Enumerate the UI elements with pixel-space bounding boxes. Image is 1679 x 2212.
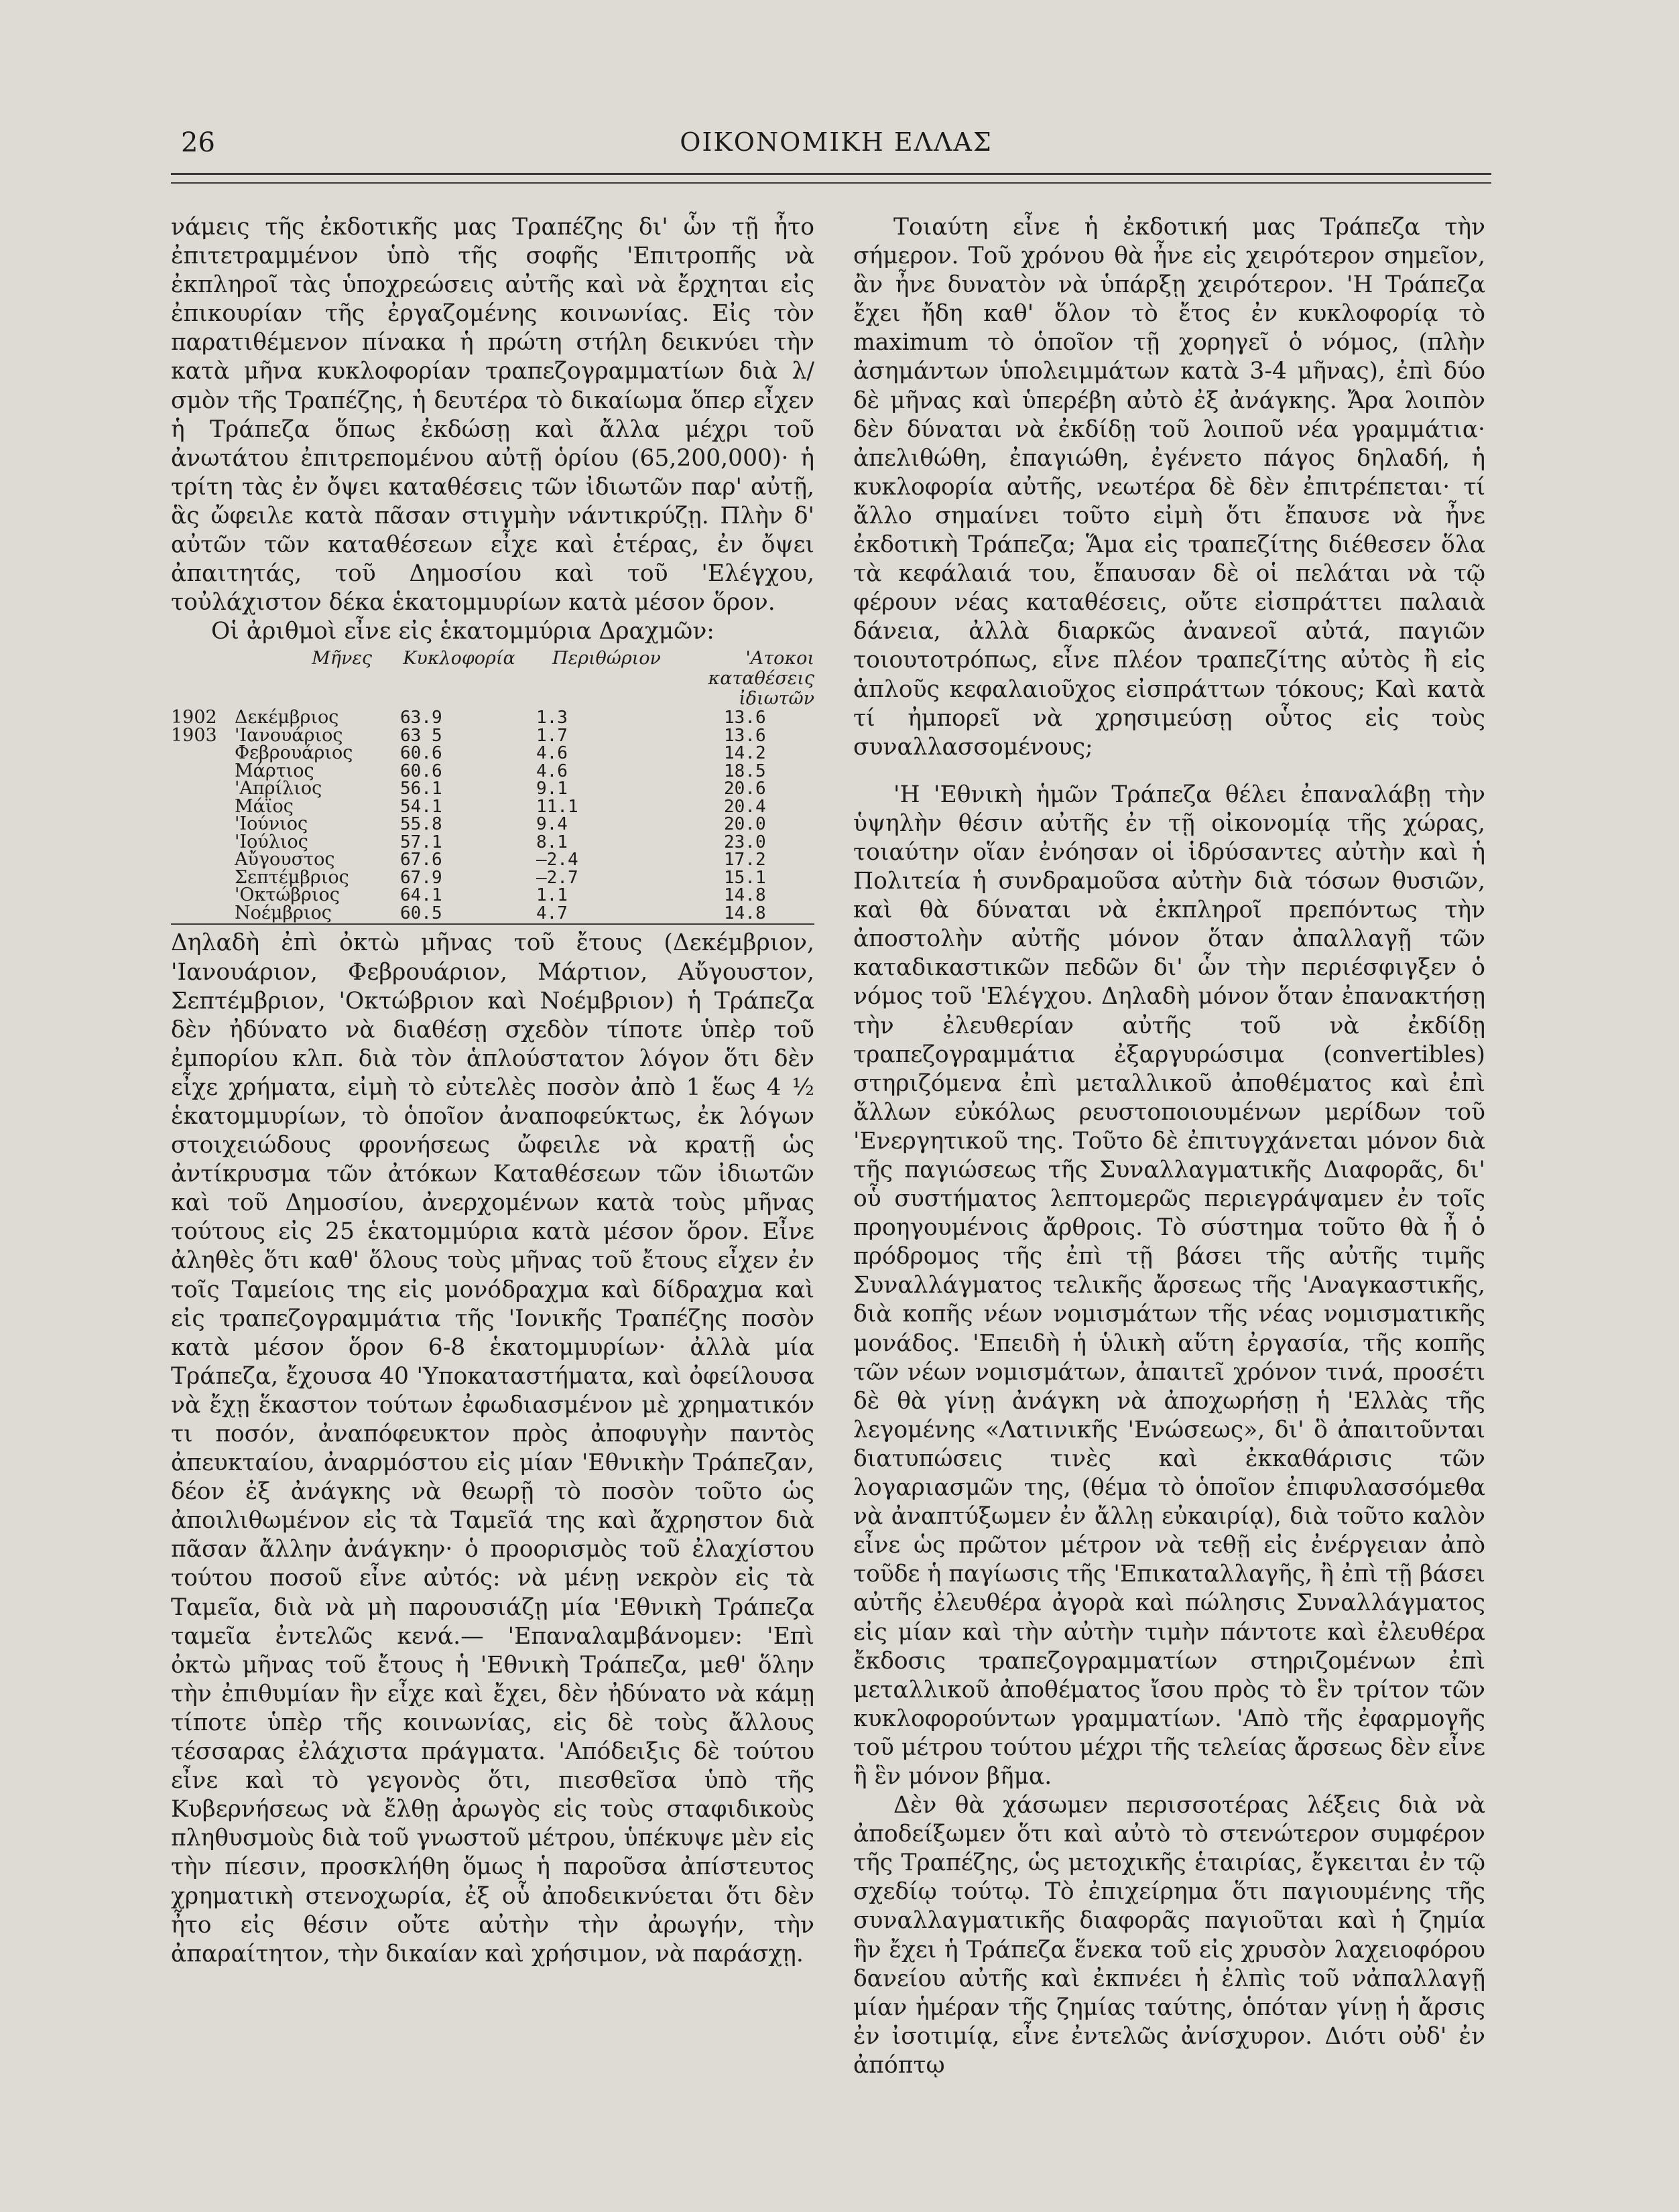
page-header	[181, 127, 1491, 168]
year-cell	[171, 798, 235, 816]
left-column	[171, 213, 814, 1969]
right-paragraph-2: 'Η 'Εθνικὴ ἡμῶν Τράπεζα θέλει ἐπαναλάβῃ τὴν ὑψηλὴν θέσιν αὐτῆς ἐν τῇ οἰκονομίᾳ τῆς χώρας, τοιαύτην οἵαν ἐνόησαν οἱ ἱδρύσαντες αὐτὴν καὶ ἡ Πολιτεία ἡ συνδραμοῦσα αὐτὴν διὰ τόσων θυσιῶν, καὶ θὰ δύναται νὰ ἐκπληροῖ πρεπόντως τὴν ἀποστολὴν αὐτῆς μόνον ὅταν ἀπαλλαγῇ τῶν καταδικαστικῶν πεδῶν δι' ὧν τὴν περιέσφιγξεν ὁ νόμος τοῦ 'Ελέγχου. Δηλαδὴ μόνον ὅταν ἐπανακτήσῃ τὴν ἐλευθερίαν αὐτῆς τοῦ νὰ ἐκδίδῃ τραπεζογραμμάτια ἐξαργυρώσιμα (convertibles) στηριζόμενα ἐπὶ μεταλλικοῦ ἀποθέματος καὶ ἐπὶ ἄλλων εὐκόλως ρευστοποιουμένων μερίδων τοῦ 'Ενεργητικοῦ της. Τοῦτο δὲ ἐπιτυγχάνεται μόνον διὰ τῆς παγιώσεως τῆς Συναλλαγματικῆς Διαφορᾶς, δι' οὗ συστήματος λεπτομερῶς περιεγράψαμεν ἐν τοῖς προηγουμένοις ἄρθροις. Τὸ σύστημα τοῦτο θὰ ἦ ὁ πρόδρομος τῆς ἐπὶ τῇ βάσει τῆς αὐτῆς τιμῆς Συναλλάγματος τελικῆς ἄρσεως τῆς 'Αναγκαστικῆς, διὰ κοπῆς νέων νομισμάτων τῆς νέας νομισματικῆς μονάδος. 'Επειδὴ ἡ ὑλικὴ αὕτη ἐργασία, τῆς κοπῆς τῶν νέων νομισμάτων, ἀπαιτεῖ χρόνον τινά, προσέτι δὲ θὰ γίνῃ ἀνάγκη νὰ ἀποχωρήσῃ ἡ 'Ελλὰς τῆς λεγομένης «Λατινικῆς 'Ενώσεως», δι' ὃ ἀπαιτοῦνται διατυπώσεις τινὲς καὶ ἐκκαθάρισις τῶν λογαριασμῶν της, (θέμα τὸ ὁποῖον ἐπιφυλασσόμεθα νὰ ἀναπτύξωμεν ἐν ἄλλῃ εὐκαιρίᾳ), διὰ τοῦτο καλὸν εἶνε ὡς πρῶτον μέτρον νὰ τεθῇ εἰς ἐνέργειαν ἀπὸ τοῦδε ἡ παγίωσις τῆς 'Επικαταλλαγῆς, ἢ ἐπὶ τῇ βάσει αὐτῆς ἐλευθέρα ἀγορὰ καὶ πώλησις Συναλλάγματος εἰς μίαν καὶ τὴν αὐτὴν τιμὴν πάντοτε καὶ ἐλευθέρα ἔκδοσις τραπεζογραμματίων στηριζομένων ἐπὶ μεταλλικοῦ ἀποθέματος ἴσου πρὸς τὸ ἓν τρίτον τῶν κυκλοφορούντων γραμματίων. 'Απὸ τῆς ἐφαρμογῆς τοῦ μέτρου τούτου μέχρι τῆς τελείας ἄρσεως δὲν εἶνε ἢ ἓν μόνον βῆμα.	[853, 781, 1485, 1790]
circulation-cell: 60.6	[400, 761, 442, 781]
margin-cell: —2.4	[536, 850, 578, 870]
deposits-cell: 15.1	[724, 867, 766, 888]
year-cell: 1903	[171, 724, 217, 746]
margin-cell: 11.1	[536, 796, 578, 817]
margin-cell: 4.6	[536, 761, 568, 781]
table-row	[171, 780, 814, 798]
circulation-cell: 54.1	[400, 796, 442, 817]
deposits-cell: 14.2	[724, 743, 766, 764]
month-cell: Αὔγουστος	[235, 849, 335, 870]
year-cell	[171, 905, 235, 923]
header-margin: Περιθώριον	[552, 648, 661, 669]
year-cell	[171, 887, 235, 905]
table-row	[171, 902, 814, 923]
month-cell: Φεβρουάριος	[235, 742, 353, 764]
circulation-cell: 63.9	[400, 708, 442, 728]
running-title: ΟΙΚΟΝΟΜΙΚΗ ΕΛΛΑΣ	[680, 127, 993, 157]
header-rule-thin	[171, 182, 1491, 184]
year-cell	[171, 780, 235, 798]
circulation-cell: 55.8	[400, 814, 442, 835]
month-cell: 'Απρίλιος	[235, 778, 322, 799]
table-row	[171, 744, 814, 763]
circulation-cell: 67.9	[400, 867, 442, 888]
month-cell: Σεπτέμβριος	[235, 866, 349, 888]
year-cell	[171, 851, 235, 869]
deposits-cell: 13.6	[724, 708, 766, 728]
month-cell: Δεκέμβριος	[235, 707, 339, 728]
circulation-cell: 60.5	[400, 903, 442, 923]
margin-cell: 9.1	[536, 779, 568, 799]
year-cell	[171, 763, 235, 781]
circulation-cell: 60.6	[400, 743, 442, 764]
margin-cell: 1.1	[536, 885, 568, 906]
deposits-cell: 20.4	[724, 796, 766, 817]
deposits-cell: 20.6	[724, 779, 766, 799]
year-cell	[171, 869, 235, 887]
month-cell: 'Ιούνιος	[235, 814, 308, 835]
margin-cell: 4.6	[536, 743, 568, 764]
deposits-cell: 23.0	[724, 832, 766, 852]
margin-cell: 1.7	[536, 725, 568, 746]
margin-cell: 8.1	[536, 832, 568, 852]
table-row	[171, 887, 814, 905]
deposits-cell: 20.0	[724, 814, 766, 835]
deposits-cell: 14.8	[724, 885, 766, 906]
month-cell: 'Οκτώβριος	[235, 885, 340, 906]
circulation-cell: 64.1	[400, 885, 442, 906]
right-paragraph-1: Τοιαύτη εἶνε ἡ ἐκδοτική μας Τράπεζα τὴν σήμερον. Τοῦ χρόνου θὰ ἦνε εἰς χειρότερον σημεῖον, ἂν ἦνε δυνατὸν νὰ ὑπάρξῃ χειρότερον. 'Η Τράπεζα ἔχει ἤδη καθ' ὅλον τὸ ἔτος ἐν κυκλοφορίᾳ τὸ maximum τὸ ὁποῖον τῇ χορηγεῖ ὁ νόμος, (πλὴν ἀσημάντων ὑπολειμμάτων κατὰ 3-4 μῆνας), ἐπὶ δύο δὲ μῆνας καὶ ὑπερέβη αὐτὸ ἐξ ἀνάγκης. Ἄρα λοιπὸν δὲν δύναται νὰ ἐκδίδῃ τοῦ λοιποῦ νέα γραμμάτια· ἀπελιθώθη, ἐπαγιώθη, ἐγένετο πάγος δηλαδή, ἡ κυκλοφορία αὐτῆς, νεωτέρα δὲ δὲν ἐπιτρέπεται· τί ἄλλο σημαίνει τοῦτο εἰμὴ ὅτι ἔπαυσε νὰ ἦνε ἐκδοτικὴ Τράπεζα; Ἅμα εἰς τραπεζίτης διέθεσεν ὅλα τὰ κεφάλαιά του, ἔπαυσαν δὲ οἱ πελάται νὰ τῷ φέρουν νέας καταθέσεις, οὔτε εἰσπράττει παλαιὰ δάνεια, ἀλλὰ διαρκῶς ἀνανεοῖ αὐτά, παγιῶν τοιουτοτρόπως, εἶνε πλέον τραπεζίτης αὐτὸς ἢ εἰς ἁπλοῦς κεφαλαιοῦχος εἰσπράττων τόκους; Καὶ κατὰ τί ἠμπορεῖ νὰ χρησιμεύσῃ οὗτος εἰς τοὺς συναλλασσομένους;	[853, 214, 1485, 761]
table-row	[171, 709, 814, 727]
table-row	[171, 816, 814, 834]
header-rule	[171, 173, 1491, 175]
right-column	[853, 213, 1485, 2080]
header-circulation: Κυκλοφορία	[403, 648, 515, 669]
circulation-cell: 56.1	[400, 779, 442, 799]
header-months: Μῆνες	[312, 648, 372, 669]
left-paragraph-2: Οἱ ἀριθμοὶ εἶνε εἰς ἑκατομμύρια Δραχμῶν:	[211, 618, 714, 645]
year-cell	[171, 816, 235, 834]
circulation-cell: 67.6	[400, 850, 442, 870]
right-paragraph-3: Δὲν θὰ χάσωμεν περισσοτέρας λέξεις διὰ νὰ ἀποδείξωμεν ὅτι καὶ αὐτὸ τὸ στενώτερον συμφέρον τῆς Τραπέζης, ὡς μετοχικῆς ἑταιρίας, ἔγκειται ἐν τῷ σχεδίῳ τούτῳ. Τὸ ἐπιχείρημα ὅτι παγιουμένης τῆς συναλλαγματικῆς διαφορᾶς παγιοῦται καὶ ἡ ζημία ἣν ἔχει ἡ Τράπεζα ἕνεκα τοῦ εἰς χρυσὸν λαχειοφόρου δανείου αὐτῆς καὶ ἐκπνέει ἡ ἐλπὶς τοῦ νἀπαλλαγῇ μίαν ἡμέραν τῆς ζημίας ταύτης, ὁπόταν γίνῃ ἡ ἄρσις ἐν ἰσοτιμίᾳ, εἶνε ἐντελῶς ἀνίσχυρον. Διότι οὐδ' ἐν ἀπόπτῳ	[853, 1792, 1485, 2079]
margin-cell: 1.3	[536, 708, 568, 728]
table-row	[171, 851, 814, 869]
header-deposits: 'Ατοκοι καταθέσεις ἰδιωτῶν	[708, 648, 814, 710]
circulation-cell: 57.1	[400, 832, 442, 852]
deposits-cell: 14.8	[724, 903, 766, 923]
statistics-table	[171, 649, 814, 925]
left-paragraph-3: Δηλαδὴ ἐπὶ ὀκτὼ μῆνας τοῦ ἔτους (Δεκέμβριον, 'Ιανουάριον, Φεβρουάριον, Μάρτιον, Αὔγουστον, Σεπτέμβριον, 'Οκτώβριον καὶ Νοέμβριον) ἡ Τράπεζα δὲν ἠδύνατο νὰ διαθέσῃ σχεδὸν τίποτε ὑπὲρ τοῦ ἐμπορίου κλπ. διὰ τὸν ἁπλούστατον λόγον ὅτι δὲν εἶχε χρήματα, εἰμὴ τὸ εὐτελὲς ποσὸν ἀπὸ 1 ἕως 4 ½ ἑκατομμυρίων, τὸ ὁποῖον ἀναποφεύκτως, ἐκ λόγων στοιχειώδους φρονήσεως ὤφειλε νὰ κρατῇ ὡς ἀντίκρυσμα τῶν ἀτόκων Καταθέσεων τῶν ἰδιωτῶν καὶ τοῦ Δημοσίου, ἀνερχομένων κατὰ τοὺς μῆνας τούτους εἰς 25 ἑκατομμύρια κατὰ μέσον ὅρον. Εἶνε ἀληθὲς ὅτι καθ' ὅλους τοὺς μῆνας τοῦ ἔτους εἶχεν ἐν τοῖς Ταμείοις της εἰς μονόδραχμα καὶ δίδραχμα καὶ εἰς τραπεζογραμμάτια τῆς 'Ιονικῆς Τραπέζης ποσὸν κατὰ μέσον ὅρον 6-8 ἑκατομμυρίων· ἀλλὰ μία Τράπεζα, ἔχουσα 40 'Υποκαταστήματα, καὶ ὀφείλουσα νὰ ἔχῃ ἕκαστον τούτων ἐφωδιασμένον μὲ χρηματικόν τι ποσόν, ἀναπόφευκτον πρὸς ἀποφυγὴν παντὸς ἀπευκταίου, ἀναρμόστου εἰς μίαν 'Εθνικὴν Τράπεζαν, δέον ἐξ ἀνάγκης νὰ θεωρῇ τὸ ποσὸν τοῦτο ὡς ἀποιλιθωμένον εἰς τὰ Ταμεῖά της καὶ ἄχρηστον διὰ πᾶσαν ἄλλην ἀνάγκην· ὁ προορισμὸς τοῦ ἐλαχίστου τούτου ποσοῦ εἶνε αὐτός: νὰ μένῃ νεκρὸν εἰς τὰ Ταμεῖα, διὰ νὰ μὴ παρουσιάζῃ μία 'Εθνικὴ Τράπεζα ταμεῖα ἐντελῶς κενά.— 'Επαναλαμβάνομεν: 'Επὶ ὀκτὼ μῆνας τοῦ ἔτους ἡ 'Εθνικὴ Τράπεζα, μεθ' ὅλην τὴν ἐπιθυμίαν ἣν εἶχε καὶ ἔχει, δὲν ἠδύνατο νὰ κάμῃ τίποτε ὑπὲρ τῆς κοινωνίας, εἰς δὲ τοὺς ἄλλους τέσσαρας ἐλάχιστα πράγματα. 'Απόδειξις δὲ τούτου εἶνε καὶ τὸ γεγονὸς ὅτι, πιεσθεῖσα ὑπὸ τῆς Κυβερνήσεως νὰ ἔλθῃ ἀρωγὸς εἰς τοὺς σταφιδικοὺς πληθυσμοὺς διὰ τοῦ γνωστοῦ μέτρου, ὑπέκυψε μὲν εἰς τὴν πίεσιν, προσκλήθη ὅμως ἡ παροῦσα ἀπίστευτος χρηματικὴ στενοχωρία, ἐξ οὗ ἀποδεικνύεται ὅτι δὲν ἦτο εἰς θέσιν οὔτε αὐτὴν τὴν ἀρωγήν, τὴν ἀπαραίτητον, τὴν δικαίαν καὶ χρήσιμον, νὰ παράσχῃ.	[171, 929, 814, 1967]
deposits-cell: 13.6	[724, 725, 766, 746]
deposits-cell: 17.2	[724, 850, 766, 870]
year-cell	[171, 834, 235, 852]
section-break	[853, 762, 1485, 781]
year-cell	[171, 744, 235, 763]
deposits-cell: 18.5	[724, 761, 766, 781]
table-body	[171, 709, 814, 925]
month-cell: Μάϊος	[235, 795, 294, 817]
month-cell: 'Ιανουάριος	[235, 724, 343, 746]
month-cell: Μάρτιος	[235, 760, 314, 781]
table-header	[171, 649, 814, 709]
margin-cell: 9.4	[536, 814, 568, 835]
circulation-cell: 63 5	[400, 725, 442, 746]
margin-cell: 4.7	[536, 903, 568, 923]
margin-cell: —2.7	[536, 867, 578, 888]
page-number: 26	[181, 127, 215, 158]
month-cell: Νοέμβριος	[235, 902, 332, 923]
left-paragraph-1: νάμεις τῆς ἐκδοτικῆς μας Τραπέζης δι' ὧν τῇ ἦτο ἐπιτετραμμένον ὑπὸ τῆς σοφῆς 'Επιτροπῆς νὰ ἐκπληροῖ τὰς ὑποχρεώσεις αὐτῆς καὶ νὰ ἔρχηται εἰς ἐπικουρίαν τῆς ἐργαζομένης κοινωνίας. Εἰς τὸν παρατιθέμενον πίνακα ἡ πρώτη στήλη δεικνύει τὴν κατὰ μῆνα κυκλοφορίαν τραπεζογραμματίων διὰ λ/σμὸν τῆς Τραπέζης, ἡ δευτέρα τὸ δικαίωμα ὅπερ εἶχεν ἡ Τράπεζα ὅπως ἐκδώσῃ καὶ ἄλλα μέχρι τοῦ ἀνωτάτου ἐπιτρεπομένου αὐτῇ ὁρίου (65,200,000)· ἡ τρίτη τὰς ἐν ὄψει καταθέσεις τῶν ἰδιωτῶν παρ' αὐτῇ, ἃς ὤφειλε κατὰ πᾶσαν στιγμὴν νάντικρύζῃ. Πλὴν δ' αὐτῶν τῶν καταθέσεων εἶχε καὶ ἑτέρας, ἐν ὄψει ἀπαιτητάς, τοῦ Δημοσίου καὶ τοῦ 'Ελέγχου, τοὐλάχιστον δέκα ἑκατομμυρίων κατὰ μέσον ὅρον.	[171, 214, 814, 616]
year-cell: 1902	[171, 707, 217, 728]
month-cell: 'Ιούλιος	[235, 831, 308, 852]
